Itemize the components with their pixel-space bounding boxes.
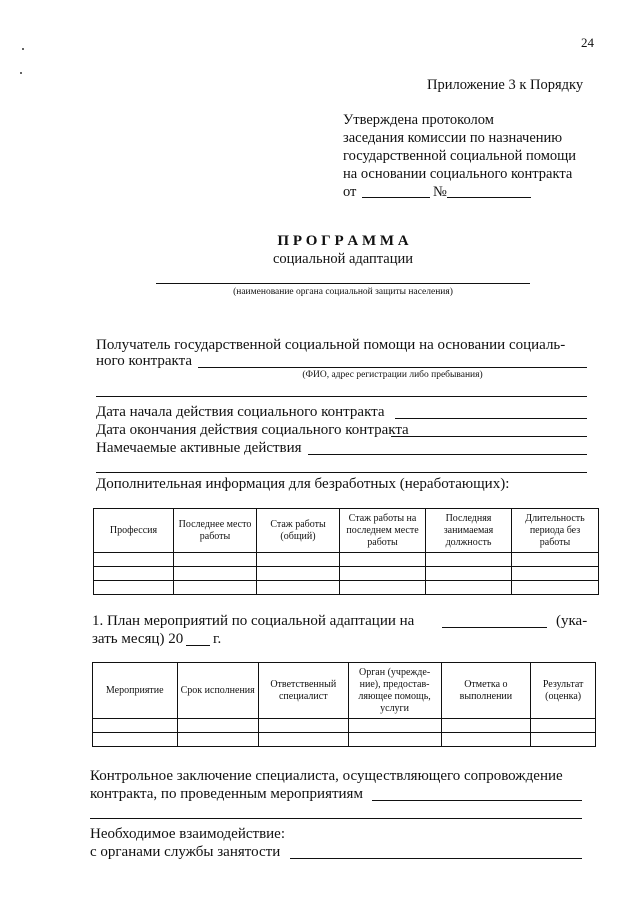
unemployed-table <box>93 508 599 595</box>
table-cell[interactable] <box>441 733 531 747</box>
header-last-position: Последняя занимаемая должность <box>426 509 512 553</box>
approval-line-3: государственной социальной помощи <box>343 148 577 164</box>
table-cell[interactable] <box>512 567 599 581</box>
table-cell[interactable] <box>512 553 599 567</box>
table-cell[interactable] <box>258 719 348 733</box>
scan-speck <box>20 72 22 74</box>
table-cell[interactable] <box>340 567 426 581</box>
header-last-workplace: Последнее место работы <box>174 509 257 553</box>
program-subtitle: социальной адаптации <box>272 251 414 267</box>
unemployed-info-heading: Дополнительная информация для безработных (неработающих): <box>96 476 510 492</box>
recipient-line-1: Получатель государственной социальной помощи на основании социаль- <box>96 337 566 353</box>
table-cell[interactable] <box>174 553 257 567</box>
contract-start-label: Дата начала действия социального контракта <box>96 404 385 420</box>
conclusion-line-1: Контрольное заключение специалиста, осуществляющего сопровождение <box>90 768 563 784</box>
table-cell[interactable] <box>94 553 174 567</box>
recipient-line-2: ного контракта <box>96 353 192 369</box>
approval-date-field[interactable] <box>362 197 430 198</box>
table-cell[interactable] <box>177 719 258 733</box>
table-cell[interactable] <box>512 581 599 595</box>
table-cell[interactable] <box>258 733 348 747</box>
recipient-caption: (ФИО, адрес регистрации либо пребывания) <box>302 370 483 380</box>
table-cell[interactable] <box>93 719 178 733</box>
header-deadline: Срок исполнения <box>177 663 258 719</box>
header-profession: Профессия <box>94 509 174 553</box>
planned-actions-field-2[interactable] <box>96 472 587 473</box>
table-row[interactable] <box>94 567 599 581</box>
table-cell[interactable] <box>257 553 340 567</box>
table-row[interactable] <box>93 719 596 733</box>
organ-name-field[interactable] <box>156 283 530 284</box>
plan-line-1-end: (ука- <box>556 613 588 629</box>
table-cell[interactable] <box>340 553 426 567</box>
approval-line-1: Утверждена протоколом <box>343 112 494 128</box>
recipient-address-field[interactable] <box>96 396 587 397</box>
header-total-experience: Стаж работы (общий) <box>257 509 340 553</box>
employment-service-label: с органами службы занятости <box>90 844 281 860</box>
table-cell[interactable] <box>94 581 174 595</box>
appendix-label: Приложение 3 к Порядку <box>427 77 584 93</box>
header-organization: Орган (учрежде- ние), предостав- ляющее помощь, услуги <box>348 663 441 719</box>
table-row[interactable] <box>94 553 599 567</box>
scan-speck <box>22 48 24 50</box>
conclusion-field[interactable] <box>372 800 582 801</box>
activities-table <box>92 662 596 747</box>
header-responsible: Ответственный специалист <box>258 663 348 719</box>
conclusion-field-2[interactable] <box>90 818 582 819</box>
table-cell[interactable] <box>426 553 512 567</box>
approval-number-field[interactable] <box>447 197 531 198</box>
plan-month-field[interactable] <box>442 627 547 628</box>
table-cell[interactable] <box>531 719 596 733</box>
program-title: П Р О Г Р А М М А <box>277 233 409 249</box>
plan-line-2-end: г. <box>213 631 222 647</box>
table-cell[interactable] <box>426 567 512 581</box>
table-cell[interactable] <box>348 733 441 747</box>
approval-from-label: от <box>343 184 357 200</box>
plan-line-1: 1. План мероприятий по социальной адаптации на <box>92 613 415 629</box>
approval-line-2: заседания комиссии по назначению <box>343 130 563 146</box>
page-number: 24 <box>581 35 594 50</box>
table-cell[interactable] <box>174 581 257 595</box>
approval-number-label: № <box>433 184 447 200</box>
table-header-row <box>93 663 596 719</box>
organ-name-caption: (наименование органа социальной защиты населения) <box>233 287 453 297</box>
table-cell[interactable] <box>348 719 441 733</box>
header-result: Результат (оценка) <box>531 663 596 719</box>
approval-line-4: на основании социального контракта <box>343 166 573 182</box>
interaction-heading: Необходимое взаимодействие: <box>90 826 286 842</box>
table-header-row <box>94 509 599 553</box>
employment-service-field[interactable] <box>290 858 582 859</box>
plan-year-field[interactable] <box>186 645 210 646</box>
table-row[interactable] <box>94 581 599 595</box>
contract-start-field[interactable] <box>395 418 587 419</box>
header-completion-mark: Отметка о выполнении <box>441 663 531 719</box>
conclusion-line-2: контракта, по проведенным мероприятиям <box>90 786 363 802</box>
table-cell[interactable] <box>174 567 257 581</box>
contract-end-label: Дата окончания действия социального контракта <box>96 422 409 438</box>
table-cell[interactable] <box>93 733 178 747</box>
planned-actions-field[interactable] <box>308 454 587 455</box>
table-cell[interactable] <box>426 581 512 595</box>
plan-line-2: зать месяц) 20 <box>92 631 184 647</box>
table-cell[interactable] <box>531 733 596 747</box>
table-cell[interactable] <box>177 733 258 747</box>
table-cell[interactable] <box>257 567 340 581</box>
recipient-name-field[interactable] <box>198 367 587 368</box>
header-unemployment-period: Длительность периода без работы <box>512 509 599 553</box>
table-cell[interactable] <box>94 567 174 581</box>
table-cell[interactable] <box>340 581 426 595</box>
table-row[interactable] <box>93 733 596 747</box>
table-cell[interactable] <box>441 719 531 733</box>
header-activity: Мероприятие <box>93 663 178 719</box>
planned-actions-label: Намечаемые активные действия <box>96 440 302 456</box>
header-last-experience: Стаж работы на последнем месте работы <box>340 509 426 553</box>
table-cell[interactable] <box>257 581 340 595</box>
contract-end-field[interactable] <box>391 436 587 437</box>
